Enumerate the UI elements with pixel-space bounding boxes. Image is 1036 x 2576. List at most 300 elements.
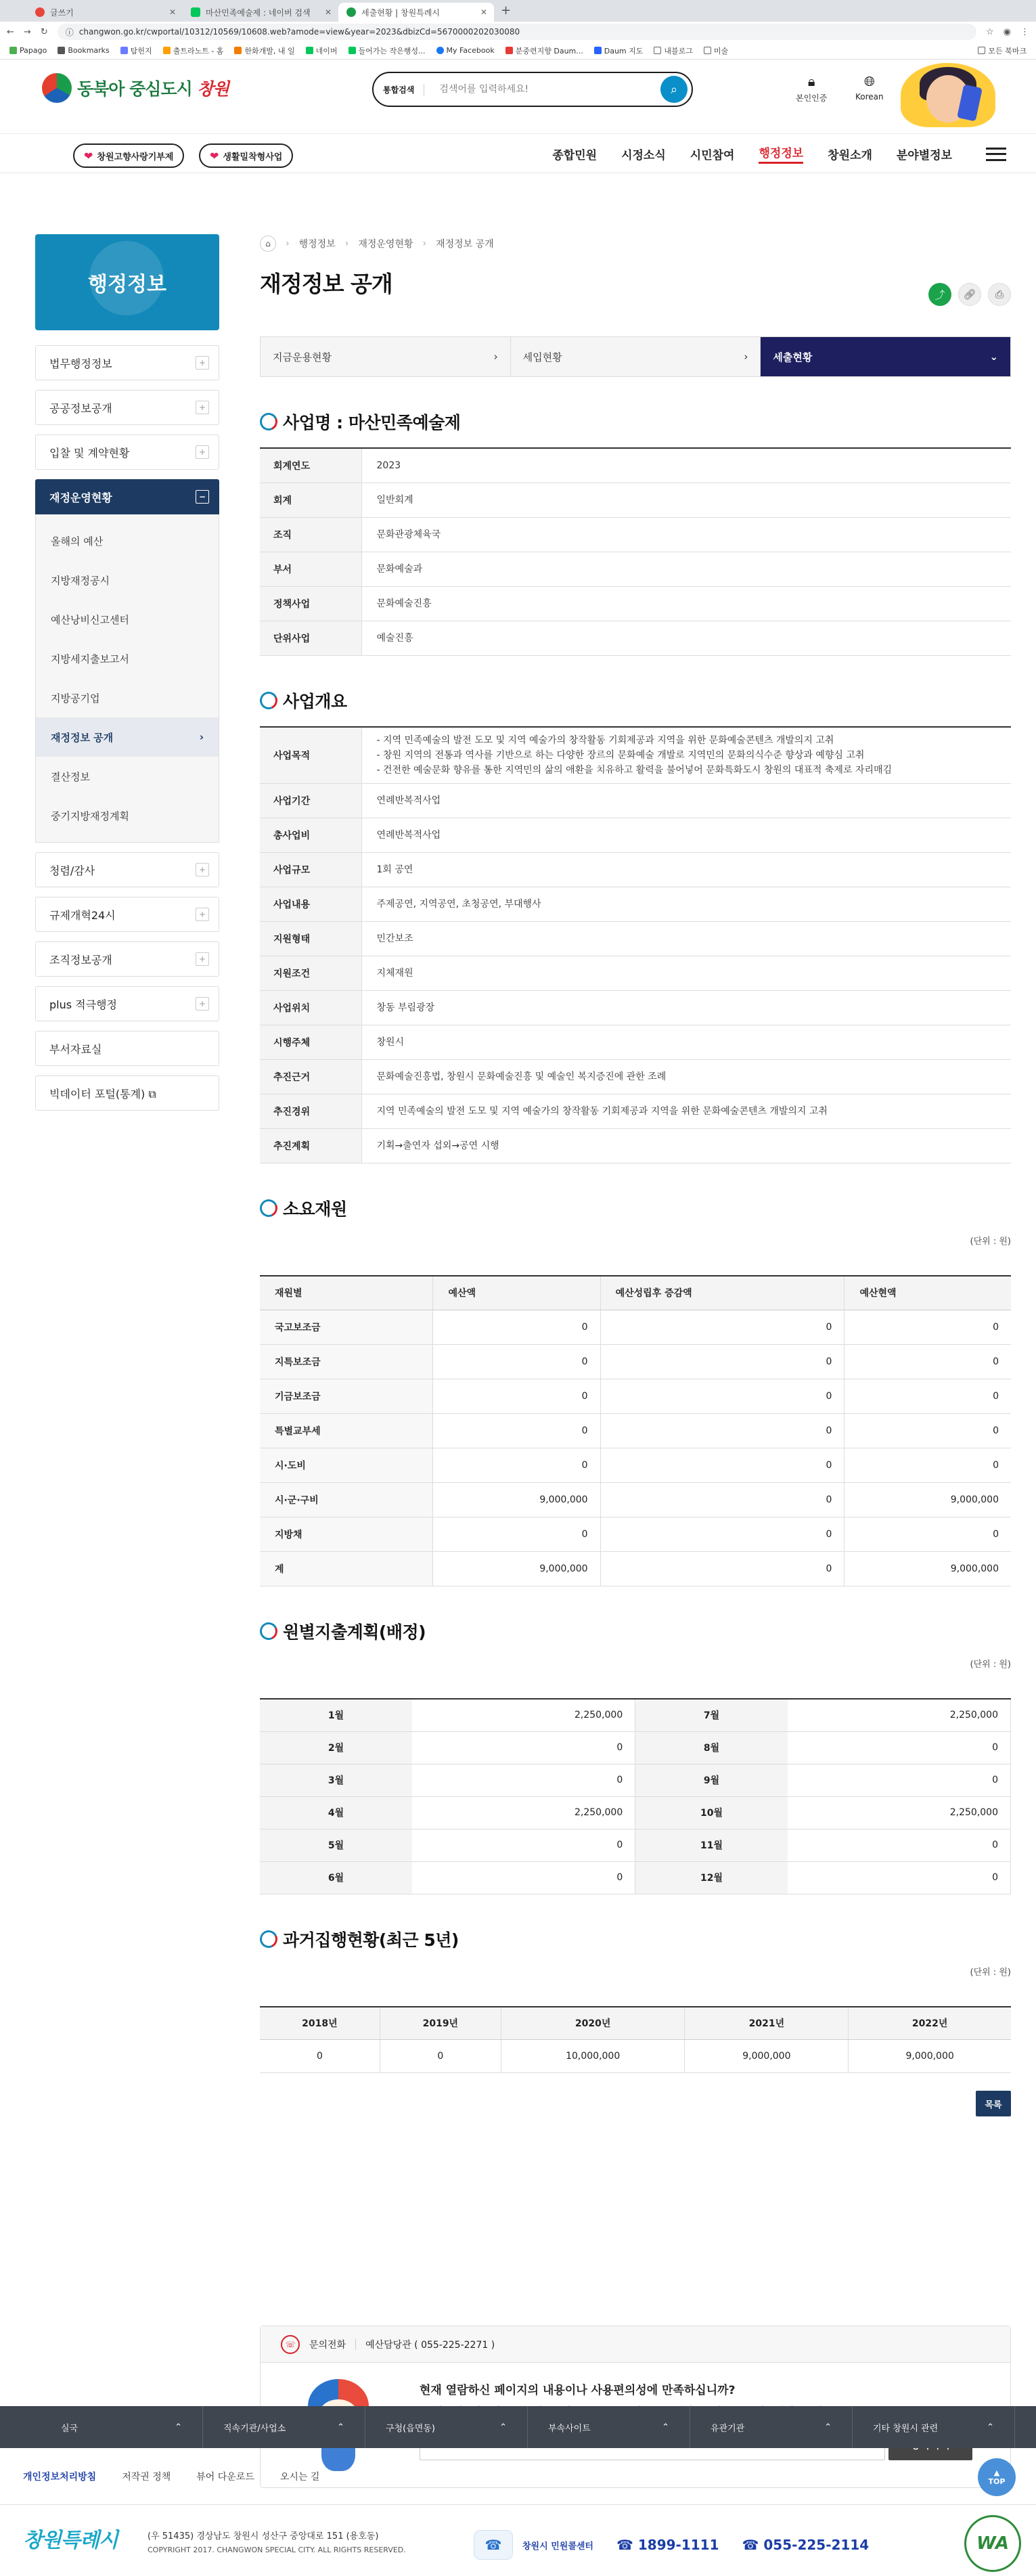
table-cell: 지방채 xyxy=(260,1517,433,1552)
star-icon[interactable]: ☆ xyxy=(986,26,994,37)
mascot-illustration xyxy=(901,63,995,127)
table-cell: 0 xyxy=(433,1414,600,1448)
column-header: 재원별 xyxy=(260,1276,433,1310)
table-row xyxy=(260,1128,1011,1163)
month-label: 12월 xyxy=(635,1861,788,1894)
logo-text: 동북아 중심도시 xyxy=(77,79,192,99)
bookmark-item[interactable]: Papago xyxy=(9,46,47,55)
chevron-right-icon: › xyxy=(422,238,427,249)
list-button[interactable]: 목록 xyxy=(976,2091,1011,2116)
plus-icon: + xyxy=(196,863,209,876)
reload-icon[interactable]: ↻ xyxy=(40,26,48,37)
print-icon[interactable]: ⎙ xyxy=(988,283,1011,306)
bookmark-icon xyxy=(594,47,602,54)
site-header xyxy=(0,60,1036,134)
section-bullet-icon xyxy=(257,689,279,711)
row-value: 문화관광체육국 xyxy=(361,517,1011,552)
submenu-item[interactable]: 중기지방재정계획 xyxy=(51,809,129,822)
table-row xyxy=(260,887,1011,921)
breadcrumb-item[interactable]: 행정정보 xyxy=(298,239,336,250)
table-cell: 0 xyxy=(600,1310,844,1345)
sidebar-item[interactable]: 공공정보공개 + xyxy=(35,390,219,425)
table-row xyxy=(260,956,1011,990)
favicon-icon xyxy=(191,7,200,17)
menu-icon[interactable] xyxy=(986,148,1006,161)
bookmark-item[interactable]: Bookmarks xyxy=(58,46,109,55)
budget-table xyxy=(260,1275,1011,1587)
table-row xyxy=(260,1414,1011,1448)
row-label: 조직 xyxy=(260,517,361,552)
table-row xyxy=(260,483,1011,517)
contact-value: 예산담당관 ( 055-225-2271 ) xyxy=(365,2339,495,2351)
table-row xyxy=(260,818,1011,852)
table-row xyxy=(260,1059,1011,1094)
table-row xyxy=(260,1829,1011,1861)
month-label: 11월 xyxy=(635,1829,788,1861)
menu-icon[interactable]: ⋮ xyxy=(1020,26,1029,37)
submenu-item[interactable]: 예산낭비신고센터 xyxy=(51,613,129,626)
address-bar xyxy=(0,22,1036,42)
row-value: 문화예술진흥법, 창원시 문화예술진흥 및 예술인 복지증진에 관한 조례 xyxy=(361,1059,1011,1094)
column-header: 2019년 xyxy=(380,2007,501,2040)
row-value: 지역 민족예술의 발전 도모 및 지역 예술가의 창작활동 기회제공과 지역을 위한 문화예술콘텐츠 개발의지 고취 xyxy=(361,1094,1011,1128)
chevron-up-icon: ⌃ xyxy=(987,2422,994,2433)
table-cell: 10,000,000 xyxy=(501,2040,685,2073)
section-bullet-icon xyxy=(257,1620,279,1642)
submenu-item[interactable]: 결산정보 xyxy=(51,770,90,783)
chevron-right-icon: › xyxy=(286,238,290,249)
table-row xyxy=(260,1310,1011,1345)
row-value: 창동 부림광장 xyxy=(361,990,1011,1025)
browser-tabbar xyxy=(0,0,1036,22)
table-row xyxy=(260,1483,1011,1517)
table-row xyxy=(260,1699,1011,1731)
history-table xyxy=(260,2006,1011,2074)
search-category[interactable]: 통합검색 xyxy=(383,84,424,95)
tab-funds[interactable]: 지금운용현황 › xyxy=(261,337,511,376)
table-cell: 9,000,000 xyxy=(433,1552,600,1586)
directions-link[interactable]: 오시는 길 xyxy=(279,2471,320,2483)
sub-tabs xyxy=(260,336,1011,377)
footer-dropdown[interactable]: 구청(읍면동) ⌃ xyxy=(365,2406,528,2448)
top-button[interactable]: ▲ TOP xyxy=(978,2458,1016,2496)
table-row xyxy=(260,1517,1011,1552)
month-label: 9월 xyxy=(635,1764,788,1796)
search-input[interactable] xyxy=(424,84,660,95)
row-label: 지원형태 xyxy=(260,921,361,956)
table-cell: 0 xyxy=(600,1483,844,1517)
table-row xyxy=(260,1861,1011,1894)
browser-tab-2[interactable] xyxy=(338,3,494,22)
main-nav xyxy=(0,134,1036,173)
footer-dropdown[interactable]: 직속기관/사업소 ⌃ xyxy=(203,2406,365,2448)
row-label: 사업목적 xyxy=(260,727,361,784)
nav-admin-info[interactable]: 행정정보 xyxy=(759,143,803,164)
submenu-item[interactable]: 지방재정공시 xyxy=(51,574,110,587)
overview-table xyxy=(260,726,1011,1163)
footer-address: (우 51435) 경상남도 창원시 성산구 중앙대로 151 (용호동) xyxy=(148,2531,379,2541)
hometown-donation-button[interactable]: ❤ 창원고향사랑기부제 xyxy=(73,143,184,168)
bookmark-item[interactable]: 들어가는 작은행성... xyxy=(348,45,426,56)
table-row xyxy=(260,727,1011,784)
table-header-row xyxy=(260,2007,1011,2040)
sidebar-item[interactable]: 입찰 및 계약현황 + xyxy=(35,435,219,470)
month-value: 0 xyxy=(412,1829,635,1861)
row-value: 문화예술진흥 xyxy=(361,586,1011,621)
table-cell: 0 xyxy=(844,1345,1011,1379)
table-cell: 국고보조금 xyxy=(260,1310,433,1345)
folder-icon xyxy=(978,47,985,54)
search-button[interactable] xyxy=(660,76,688,103)
sidebar-item-open[interactable]: 재정운영현황 − xyxy=(35,479,219,514)
table-cell: 0 xyxy=(600,1552,844,1586)
bookmark-folder[interactable]: 내블로그 xyxy=(654,45,693,56)
table-cell: 특별교부세 xyxy=(260,1414,433,1448)
row-label: 총사업비 xyxy=(260,818,361,852)
table-cell: 0 xyxy=(600,1345,844,1379)
section-bullet-icon xyxy=(257,410,279,432)
tab-label: 마산민족예술제 : 네이버 검색 xyxy=(206,7,311,18)
bookmark-icon xyxy=(163,47,171,54)
bookmark-icon xyxy=(9,47,17,54)
column-header: 2020년 xyxy=(501,2007,685,2040)
web-accessibility-mark: WA xyxy=(964,2515,1021,2572)
row-label: 추진계획 xyxy=(260,1128,361,1163)
plus-icon: + xyxy=(196,356,209,370)
table-cell: 0 xyxy=(600,1517,844,1552)
table-cell: 0 xyxy=(380,2040,501,2073)
tab-expenditure[interactable]: 세출현황 ⌄ xyxy=(761,337,1010,376)
chevron-up-icon: ⌃ xyxy=(499,2422,507,2433)
table-row xyxy=(260,1094,1011,1128)
section-title-overview: 사업개요 xyxy=(260,688,1011,713)
row-value: 예술진흥 xyxy=(361,621,1011,655)
globe-icon: 🌐︎ xyxy=(863,73,875,89)
table-row xyxy=(260,1379,1011,1414)
bookmark-item[interactable]: 출트라노트 - 홈 xyxy=(163,45,224,56)
tab-label: 글쓰기 xyxy=(50,7,74,18)
month-value: 0 xyxy=(412,1731,635,1764)
row-value: 주제공연, 지역공연, 초청공연, 부대행사 xyxy=(361,887,1011,921)
row-label: 사업기간 xyxy=(260,783,361,818)
bookmark-icon xyxy=(234,47,242,54)
month-value: 0 xyxy=(788,1731,1011,1764)
submenu-item[interactable]: 올해의 예산 xyxy=(51,535,104,548)
chevron-up-icon: ⌃ xyxy=(337,2422,344,2433)
table-cell: 9,000,000 xyxy=(433,1483,600,1517)
footer-dropdown[interactable]: 부속사이트 ⌃ xyxy=(528,2406,690,2448)
table-row xyxy=(260,1345,1011,1379)
table-cell: 0 xyxy=(260,2040,380,2073)
phone-icon: ☏ xyxy=(281,2335,300,2354)
breadcrumb xyxy=(260,234,1011,253)
sidebar-item[interactable]: plus 적극행정 + xyxy=(35,986,219,1021)
bookmark-icon xyxy=(306,47,313,54)
sidebar-item[interactable]: 빅데이터 포털(통계) ⧉ xyxy=(35,1075,219,1111)
back-icon[interactable]: ← xyxy=(7,26,14,37)
call-center-label: 창원시 민원콜센터 xyxy=(522,2541,593,2552)
row-value: - 지역 민족예술의 발전 도모 및 지역 예술가의 창작활동 기회제공과 지역을 위한 문화예술콘텐츠 개발의지 고취 - 창원 지역의 전통과 역사를 기반으로 하는 다양한 장르의 문화예술 개발로 지역민의 문화의식수준 향상과 예향심 고취 - 건전한 예술문화 향유를 통한 지역민의 삶의 애환을 치유하고 활력을 불어넣어 문화특화도시 창원의 대표적 축제로 자리매김 xyxy=(361,727,1011,784)
sidebar-item[interactable]: 부서자료실 xyxy=(35,1031,219,1066)
table-row xyxy=(260,1552,1011,1586)
call-number-2: ☎ 055-225-2114 xyxy=(742,2537,870,2553)
browser-tab-0[interactable] xyxy=(27,3,183,22)
table-cell: 0 xyxy=(600,1379,844,1414)
search-icon: ⌕ xyxy=(670,82,678,97)
footer-dropdown[interactable]: 유관기관 ⌃ xyxy=(690,2406,853,2448)
sidebar-item[interactable]: 청렴/감사 + xyxy=(35,852,219,887)
row-label: 부서 xyxy=(260,552,361,586)
arrow-up-icon: ▲ xyxy=(993,2468,1000,2477)
site-logo[interactable] xyxy=(42,73,229,103)
close-icon[interactable]: ✕ xyxy=(324,7,332,17)
table-cell: 0 xyxy=(844,1310,1011,1345)
footer-dropdown[interactable]: 기타 창원시 관련 ⌃ xyxy=(853,2406,1015,2448)
table-row xyxy=(260,448,1011,483)
month-label: 5월 xyxy=(260,1829,412,1861)
month-value: 0 xyxy=(788,1764,1011,1796)
table-cell: 9,000,000 xyxy=(849,2040,1011,2073)
table-cell: 기금보조금 xyxy=(260,1379,433,1414)
heart-icon: ❤ xyxy=(84,149,93,162)
breadcrumb-item[interactable]: 재정정보 공개 xyxy=(436,239,494,250)
row-label: 사업내용 xyxy=(260,887,361,921)
sidebar-item[interactable]: 조직정보공개 + xyxy=(35,941,219,977)
unit-label: (단위 : 원) xyxy=(970,1967,1011,1978)
footer-logo: 창원특례시 xyxy=(23,2529,118,2552)
table-cell: 0 xyxy=(433,1517,600,1552)
contact-label: 문의전화 xyxy=(309,2339,346,2351)
row-label: 정책사업 xyxy=(260,586,361,621)
bookmark-folder[interactable]: 미술 xyxy=(704,45,728,56)
month-label: 1월 xyxy=(260,1699,412,1731)
month-value: 0 xyxy=(788,1861,1011,1894)
bookmark-item[interactable]: 네이버 xyxy=(306,45,338,56)
table-row xyxy=(260,1796,1011,1829)
call-center-icon: ☎ xyxy=(474,2530,513,2560)
folder-icon xyxy=(704,47,711,54)
table-cell: 계 xyxy=(260,1552,433,1586)
table-cell: 0 xyxy=(433,1448,600,1483)
plus-icon: + xyxy=(196,401,209,414)
row-label: 사업규모 xyxy=(260,852,361,887)
month-value: 2,250,000 xyxy=(788,1796,1011,1829)
column-header: 예산액 xyxy=(433,1276,600,1310)
breadcrumb-item[interactable]: 재정운영현황 xyxy=(358,239,413,250)
close-icon[interactable]: ✕ xyxy=(480,7,487,17)
project-table xyxy=(260,447,1011,656)
table-row xyxy=(260,1731,1011,1764)
favicon-icon xyxy=(346,7,356,17)
tab-label: 세출현황 | 창원특례시 xyxy=(361,7,441,18)
sidebar-submenu xyxy=(35,514,219,843)
month-label: 10월 xyxy=(635,1796,788,1829)
table-row xyxy=(260,783,1011,818)
table-row xyxy=(260,852,1011,887)
site-info-icon[interactable]: ⓘ xyxy=(65,27,74,37)
column-header: 예산현액 xyxy=(844,1276,1011,1310)
submenu-item-active[interactable]: 재정정보 공개 › xyxy=(36,717,219,757)
share-icon[interactable]: ⤴ xyxy=(928,283,951,306)
call-number-1: ☎ 1899-1111 xyxy=(616,2537,719,2553)
column-header: 2018년 xyxy=(260,2007,380,2040)
nav-civil[interactable]: 종합민원 xyxy=(552,148,598,162)
bookmark-item[interactable]: 한화개발, 내 일 xyxy=(234,45,294,56)
row-value: 연례반복적사업 xyxy=(361,783,1011,818)
nav-by-field[interactable]: 분야별정보 xyxy=(896,148,952,162)
month-label: 3월 xyxy=(260,1764,412,1796)
bookmark-icon xyxy=(120,47,128,54)
table-header-row xyxy=(260,1276,1011,1310)
nav-news[interactable]: 시정소식 xyxy=(621,148,666,162)
row-value: 2023 xyxy=(361,448,1011,483)
nav-participation[interactable]: 시민참여 xyxy=(690,148,735,162)
favicon-icon xyxy=(35,7,45,17)
column-header: 2021년 xyxy=(685,2007,849,2040)
sidebar xyxy=(35,234,219,1120)
chevron-right-icon: › xyxy=(199,731,204,743)
bookmark-icon xyxy=(436,47,444,54)
column-header: 예산성립후 증감액 xyxy=(600,1276,844,1310)
bookmark-item[interactable]: 탐헌지 xyxy=(120,45,152,56)
sidebar-title: 행정정보 xyxy=(35,234,219,330)
footer-copyright: COPYRIGHT 2017. CHANGWON SPECIAL CITY. ALL RIGHTS RESERVED. xyxy=(148,2546,406,2554)
cert-button[interactable]: 🔒︎ 본인인증 xyxy=(796,73,828,103)
table-cell: 0 xyxy=(433,1310,600,1345)
row-label: 사업위치 xyxy=(260,990,361,1025)
copyright-link[interactable]: 저작권 정책 xyxy=(122,2471,171,2483)
table-cell: 9,000,000 xyxy=(844,1552,1011,1586)
month-value: 0 xyxy=(412,1764,635,1796)
row-value: 일반회계 xyxy=(361,483,1011,517)
survey-question: 현재 열람하신 페이지의 내용이나 사용편의성에 만족하십니까? xyxy=(420,2384,736,2397)
row-value: 창원시 xyxy=(361,1025,1011,1059)
submenu-item[interactable]: 지방세지출보고서 xyxy=(51,652,129,665)
sidebar-item[interactable]: 규제개혁24시 + xyxy=(35,897,219,932)
month-label: 2월 xyxy=(260,1731,412,1764)
chevron-up-icon: ⌃ xyxy=(824,2422,832,2433)
table-cell: 0 xyxy=(600,1448,844,1483)
bookmark-icon xyxy=(348,47,356,54)
table-cell: 9,000,000 xyxy=(844,1483,1011,1517)
table-row xyxy=(260,2040,1011,2073)
profile-icon[interactable]: ◉ xyxy=(1003,26,1011,37)
section-title-budget: 소요재원 xyxy=(260,1196,1011,1220)
section-bullet-icon xyxy=(257,1928,279,1950)
lock-icon: 🔒︎ xyxy=(807,73,815,89)
row-label: 추진경위 xyxy=(260,1094,361,1128)
table-cell: 0 xyxy=(844,1517,1011,1552)
life-project-button[interactable]: ❤ 생활밀착형사업 xyxy=(199,143,293,168)
url-text: changwon.go.kr/cwportal/10312/10569/10608.web?amode=view&year=2023&dbizCd=5670000202030080 xyxy=(78,27,520,37)
month-value: 0 xyxy=(788,1829,1011,1861)
chevron-right-icon: › xyxy=(344,238,349,249)
chevron-up-icon: ⌃ xyxy=(175,2422,182,2433)
unit-label: (단위 : 원) xyxy=(970,1236,1011,1247)
month-label: 6월 xyxy=(260,1861,412,1894)
new-tab-button[interactable]: + xyxy=(501,3,512,18)
logo-script: 창원 xyxy=(197,79,229,99)
table-cell: 0 xyxy=(844,1379,1011,1414)
row-label: 회계연도 xyxy=(260,448,361,483)
table-cell: 0 xyxy=(844,1414,1011,1448)
table-row xyxy=(260,990,1011,1025)
table-cell: 0 xyxy=(433,1379,600,1414)
row-label: 단위사업 xyxy=(260,621,361,655)
footer-dropdown[interactable]: 실국 ⌃ xyxy=(41,2406,203,2448)
link-icon[interactable]: 🔗︎ xyxy=(958,283,981,306)
row-label: 시행주체 xyxy=(260,1025,361,1059)
submenu-item[interactable]: 지방공기업 xyxy=(51,692,100,705)
bookmark-item[interactable]: Daum 지도 xyxy=(594,45,644,56)
footer-site-links xyxy=(0,2406,1036,2448)
month-value: 2,250,000 xyxy=(412,1796,635,1829)
footer xyxy=(0,2506,1036,2576)
nav-about[interactable]: 창원소개 xyxy=(828,148,872,162)
url-field[interactable] xyxy=(58,24,976,40)
bookmark-icon xyxy=(58,47,65,54)
table-row xyxy=(260,921,1011,956)
table-cell: 9,000,000 xyxy=(685,2040,849,2073)
bookmark-item[interactable]: My Facebook xyxy=(436,46,495,55)
table-row xyxy=(260,586,1011,621)
home-icon[interactable]: ⌂ xyxy=(260,236,276,252)
close-icon[interactable]: ✕ xyxy=(168,7,176,17)
city-emblem-icon xyxy=(42,73,72,103)
month-label: 4월 xyxy=(260,1796,412,1829)
tab-revenue[interactable]: 세입현황 › xyxy=(511,337,761,376)
table-row xyxy=(260,552,1011,586)
forward-icon[interactable]: → xyxy=(23,26,31,37)
table-row xyxy=(260,1448,1011,1483)
table-row xyxy=(260,1764,1011,1796)
all-bookmarks[interactable]: 모든 북마크 xyxy=(978,45,1027,56)
table-cell: 시·도비 xyxy=(260,1448,433,1483)
table-cell: 0 xyxy=(844,1448,1011,1483)
unit-label: (단위 : 원) xyxy=(970,1660,1011,1670)
table-cell: 시·군·구비 xyxy=(260,1483,433,1517)
row-label: 회계 xyxy=(260,483,361,517)
row-value: 연례반복적사업 xyxy=(361,818,1011,852)
row-value: 1회 공연 xyxy=(361,852,1011,887)
bookmark-item[interactable]: 분중련지향 Daum... xyxy=(505,45,583,56)
viewer-link[interactable]: 뷰어 다운로드 xyxy=(196,2471,254,2483)
table-cell: 지특보조금 xyxy=(260,1345,433,1379)
month-value: 2,250,000 xyxy=(788,1699,1011,1731)
table-cell: 0 xyxy=(433,1345,600,1379)
browser-tab-1[interactable] xyxy=(183,3,338,22)
table-cell: 0 xyxy=(600,1414,844,1448)
section-title-project: 사업명 : 마산민족예술제 xyxy=(260,409,1011,434)
plus-icon: + xyxy=(196,908,209,921)
table-row xyxy=(260,517,1011,552)
sidebar-item[interactable]: 법무행정정보 + xyxy=(35,345,219,380)
column-header: 2022년 xyxy=(849,2007,1011,2040)
heart-icon: ❤ xyxy=(210,149,219,162)
folder-icon xyxy=(654,47,661,54)
privacy-link[interactable]: 개인정보처리방침 xyxy=(23,2471,97,2483)
section-title-monthly: 원별지출계획(배정) xyxy=(260,1619,1011,1643)
month-label: 7월 xyxy=(635,1699,788,1731)
table-row xyxy=(260,621,1011,655)
month-value: 2,250,000 xyxy=(412,1699,635,1731)
month-label: 8월 xyxy=(635,1731,788,1764)
minus-icon: − xyxy=(196,490,209,504)
row-value: 민간보조 xyxy=(361,921,1011,956)
chevron-right-icon: › xyxy=(744,351,748,363)
footer-policy-links xyxy=(0,2448,1036,2505)
language-button[interactable]: 🌐︎ Korean xyxy=(855,73,884,102)
